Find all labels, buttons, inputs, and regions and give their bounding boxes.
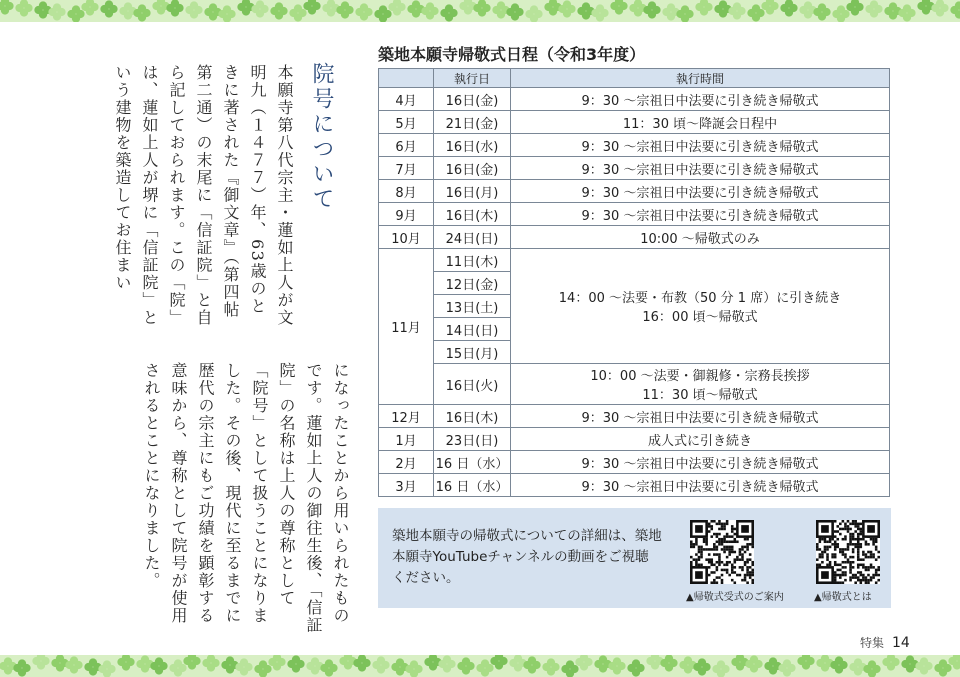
clover-leaf-icon	[270, 2, 288, 20]
clover-leaf-icon	[863, 660, 881, 677]
clover-leaf-icon	[150, 657, 168, 675]
cell-time: 9：30 〜宗祖日中法要に引き続き帰敬式	[511, 88, 890, 111]
clover-leaf-icon	[660, 655, 678, 672]
clover-leaf-icon	[490, 655, 508, 670]
cell-month: 12月	[379, 405, 434, 428]
clover-leaf-icon	[98, 660, 116, 677]
cell-time: 11：30 頃〜降誕会日程中	[511, 111, 890, 134]
clover-leaf-icon	[405, 660, 423, 677]
cell-day: 16日(金)	[434, 88, 511, 111]
cell-day: 11日(木)	[434, 249, 511, 272]
cell-day: 16日(水)	[434, 134, 511, 157]
clover-leaf-icon	[183, 655, 201, 670]
clover-leaf-icon	[542, 658, 560, 676]
table-row	[379, 226, 890, 249]
table-row	[379, 474, 890, 497]
info-text: 築地本願寺の帰敬式についての詳細は、築地本願寺YouTubeチャンネルの動画をご視聴ください。	[392, 528, 662, 586]
clover-border-top	[0, 0, 960, 22]
clover-leaf-icon	[48, 3, 66, 21]
cell-month: 4月	[379, 88, 434, 111]
cell-time: 成人式に引き続き	[511, 428, 890, 451]
time-line: 11：30 頃〜帰敬式	[642, 388, 758, 403]
article-paragraph-2: になったことから用いられたものです。蓮如上人の御往生後、「信証院」の名称は上人の尊称として「院号」として扱うことになりました。その後、現代に至るまでに歴代の宗主にもご功績を顕彰する意味から、尊称として院号が使用されるとことになりました。	[142, 362, 350, 634]
clover-leaf-icon	[372, 656, 390, 674]
cell-day: 13日(土)	[434, 295, 511, 318]
table-row	[379, 111, 890, 134]
cell-day: 12日(金)	[434, 272, 511, 295]
cell-time: 9：30 〜宗祖日中法要に引き続き帰敬式	[511, 180, 890, 203]
clover-leaf-icon	[728, 2, 746, 20]
clover-leaf-icon	[440, 4, 458, 22]
schedule-title: 築地本願寺帰敬式日程（令和3年度）	[378, 45, 646, 64]
clover-leaf-icon	[336, 1, 354, 19]
info-box	[378, 508, 891, 608]
clover-leaf-icon	[421, 2, 439, 20]
cell-time: 9：30 〜宗祖日中法要に引き続き帰敬式	[511, 203, 890, 226]
clover-leaf-icon	[81, 0, 99, 16]
clover-leaf-icon	[303, 0, 321, 15]
clover-leaf-icon	[780, 0, 798, 17]
clover-leaf-icon	[575, 655, 593, 671]
clover-leaf-icon	[0, 0, 14, 15]
table-row	[379, 249, 890, 272]
clover-leaf-icon	[251, 0, 269, 18]
clover-leaf-icon	[610, 0, 628, 15]
qr-caption-2: ▲帰敬式とは	[814, 592, 872, 603]
page-number: 14	[892, 635, 910, 651]
clover-leaf-icon	[320, 659, 338, 677]
time-line: 16：00 頃〜帰敬式	[642, 310, 758, 325]
clover-leaf-icon	[438, 655, 456, 673]
cell-time: 9：30 〜宗祖日中法要に引き続き帰敬式	[511, 405, 890, 428]
clover-leaf-icon	[65, 656, 83, 674]
clover-leaf-icon	[13, 659, 31, 677]
clover-leaf-icon	[268, 655, 286, 671]
cell-month: 9月	[379, 203, 434, 226]
clover-leaf-icon	[695, 0, 713, 16]
clover-leaf-icon	[813, 3, 831, 21]
cell-day: 21日(金)	[434, 111, 511, 134]
clover-leaf-icon	[117, 655, 135, 671]
qr-code-1[interactable]	[690, 520, 754, 584]
clover-leaf-icon	[797, 655, 815, 670]
clover-leaf-icon	[353, 655, 371, 672]
cell-time	[511, 249, 890, 364]
cell-month: 8月	[379, 180, 434, 203]
table-row	[379, 180, 890, 203]
clover-leaf-icon	[865, 0, 883, 18]
header-time: 執行時間	[511, 69, 890, 88]
cell-day: 16 日（水）	[434, 474, 511, 497]
cell-time: 10:00 〜帰敬式のみ	[511, 226, 890, 249]
cell-day: 16 日（水）	[434, 451, 511, 474]
table-row	[379, 134, 890, 157]
clover-leaf-icon	[133, 4, 151, 22]
qr-caption-1: ▲帰敬式受式のご案内	[686, 592, 784, 603]
cell-month: 3月	[379, 474, 434, 497]
cell-month: 7月	[379, 157, 434, 180]
clover-leaf-icon	[846, 0, 864, 16]
section-label: 特集	[860, 636, 885, 650]
cell-time: 9：30 〜宗祖日中法要に引き続き帰敬式	[511, 157, 890, 180]
clover-leaf-icon	[761, 0, 779, 15]
cell-day: 14日(日)	[434, 318, 511, 341]
clover-leaf-icon	[166, 0, 184, 17]
clover-leaf-icon	[218, 5, 236, 22]
cell-time: 9：30 〜宗祖日中法要に引き続き帰敬式	[511, 134, 890, 157]
clover-leaf-icon	[506, 3, 524, 21]
clover-leaf-icon	[287, 655, 305, 673]
clover-leaf-icon	[523, 656, 541, 674]
clover-leaf-icon	[676, 5, 694, 22]
cell-day: 24日(日)	[434, 226, 511, 249]
table-row	[379, 88, 890, 111]
cell-day: 16日(火)	[434, 364, 511, 405]
clover-leaf-icon	[608, 657, 626, 675]
clover-leaf-icon	[931, 0, 949, 17]
clover-border-bottom	[0, 655, 960, 677]
clover-leaf-icon	[558, 0, 576, 18]
cell-month: 10月	[379, 226, 434, 249]
clover-leaf-icon	[355, 3, 373, 21]
cell-day: 16日(金)	[434, 157, 511, 180]
clover-leaf-icon	[712, 660, 730, 677]
clover-leaf-icon	[185, 1, 203, 19]
clover-leaf-icon	[830, 656, 848, 674]
clover-leaf-icon	[100, 0, 118, 18]
clover-leaf-icon	[32, 655, 50, 670]
page-footer	[860, 634, 910, 651]
cell-time: 9：30 〜宗祖日中法要に引き続き帰敬式	[511, 451, 890, 474]
cell-time	[511, 364, 890, 405]
cell-day: 15日(月)	[434, 341, 511, 364]
cell-month: 1月	[379, 428, 434, 451]
clover-leaf-icon	[525, 5, 543, 22]
clover-leaf-icon	[15, 0, 33, 17]
header-month	[379, 69, 434, 88]
cell-month: 6月	[379, 134, 434, 157]
clover-leaf-icon	[882, 655, 900, 671]
table-row	[379, 451, 890, 474]
clover-leaf-icon	[778, 659, 796, 677]
time-line: 14：00 〜法要・布教（50 分 1 席）に引き続き	[558, 291, 842, 306]
clover-leaf-icon	[457, 657, 475, 675]
clover-leaf-icon	[627, 659, 645, 677]
time-line: 10：00 〜法要・御親修・宗務長挨拶	[590, 369, 810, 384]
cell-day: 23日(日)	[434, 428, 511, 451]
table-row	[379, 203, 890, 226]
schedule-table	[378, 68, 890, 497]
table-row	[379, 405, 890, 428]
clover-leaf-icon	[745, 655, 763, 673]
clover-leaf-icon	[950, 1, 960, 19]
clover-leaf-icon	[591, 4, 609, 22]
cell-month: 11月	[379, 249, 434, 405]
clover-leaf-icon	[898, 4, 916, 22]
clover-leaf-icon	[948, 655, 960, 670]
table-row	[379, 157, 890, 180]
clover-leaf-icon	[235, 658, 253, 676]
table-row	[379, 428, 890, 451]
qr-code-2[interactable]	[816, 520, 880, 584]
clover-leaf-icon	[915, 657, 933, 675]
clover-leaf-icon	[643, 1, 661, 19]
cell-day: 16日(月)	[434, 180, 511, 203]
cell-time: 9：30 〜宗祖日中法要に引き続き帰敬式	[511, 474, 890, 497]
article-paragraph-1: 本願寺第八代宗主・蓮如上人が文明九（１４７７）年、63歳のときに著された『御文章』（第四帖 第二通）の末尾に「信証院」と自ら記しておられます。この「院」は、蓮如上人が堺に「信証院」という建物を築造してお住まい	[113, 64, 294, 327]
cell-day: 16日(木)	[434, 203, 511, 226]
clover-leaf-icon	[473, 0, 491, 17]
clover-leaf-icon	[693, 658, 711, 676]
header-day: 執行日	[434, 69, 511, 88]
cell-day: 16日(木)	[434, 405, 511, 428]
cell-month: 2月	[379, 451, 434, 474]
table-row	[379, 364, 890, 405]
clover-leaf-icon	[202, 655, 220, 672]
article-heading: 院号について	[309, 62, 334, 212]
cell-month: 5月	[379, 111, 434, 134]
clover-leaf-icon	[388, 0, 406, 16]
